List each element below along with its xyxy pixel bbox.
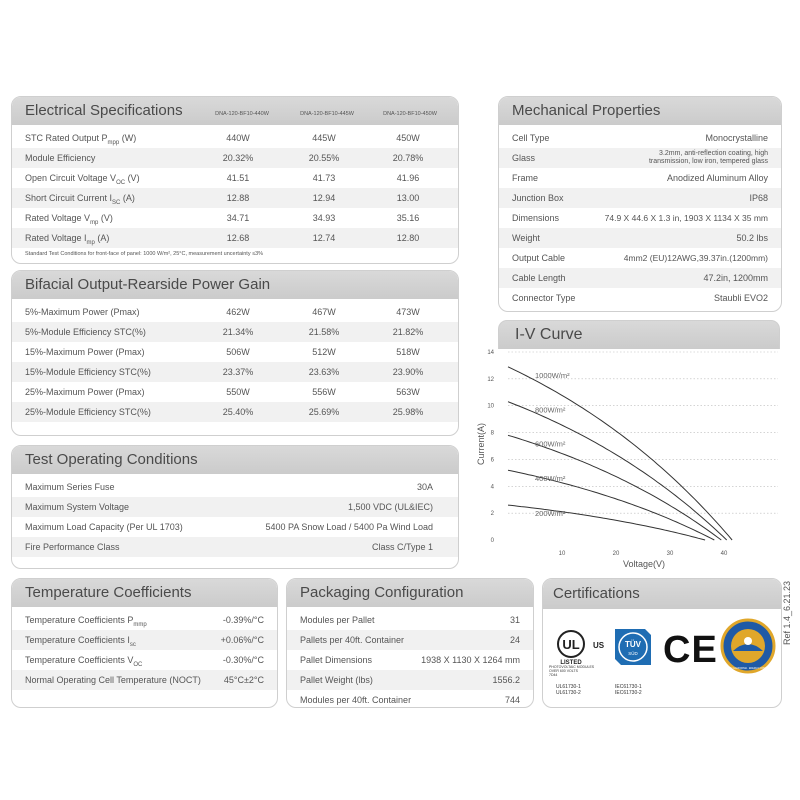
tuv-sub: SÜD [628,651,638,656]
coefficient-value: 45°C±2°C [223,675,264,685]
y-tick-label: 10 [487,403,494,410]
property-value: 74.9 X 44.6 X 1.3 in, 1903 X 1134 X 35 mm [604,213,768,223]
spec-subscript: mp [86,240,95,246]
table-row [499,128,781,148]
spec-value: 41.51 [226,173,250,183]
property-value: 4mm2 (EU)12AWG,39.37in.(1200mm) [623,253,768,263]
packaging-label: Pallet Weight (lbs) [300,675,373,685]
property-label: Glass [512,153,536,163]
y-tick-label: 0 [490,538,494,544]
coefficient-subscript: sc [129,642,136,648]
irradiance-label: 1000W/m² [535,370,570,380]
gain-value: 25.40% [222,407,254,417]
spec-value: 450W [396,133,420,143]
table-row [499,168,781,188]
property-value: Anodized Aluminum Alloy [666,173,768,183]
iv-curve-line [508,435,721,540]
table-row [287,670,533,690]
coefficient-subscript: OC [133,662,143,668]
table-row [287,630,533,650]
tuv-mark: TÜV [625,640,641,649]
iec-standard: IEC61730-2 [615,690,642,696]
spec-label: Rated Voltage I [25,233,87,243]
gain-value: 550W [226,387,250,397]
packaging-panel [286,578,534,708]
spec-value: 20.32% [222,153,254,163]
mechanical-panel [498,96,782,312]
spec-unit: (V) [98,213,113,223]
property-value: IP68 [749,193,768,203]
model-450w-header: DNA-120-BF10-450W [383,111,437,117]
coefficient-value: -0.30%/°C [222,655,264,665]
gain-label: 25%-Maximum Power (Pmax) [25,387,145,397]
spec-value: 12.68 [226,233,250,243]
packaging-value: 24 [509,635,520,645]
property-label: Connector Type [512,293,576,303]
spec-value: 12.94 [312,193,336,203]
spec-value: 41.73 [312,173,336,183]
table-row [12,670,277,690]
gain-value: 23.63% [308,367,340,377]
y-axis-label: Current(A) [476,422,486,466]
spec-label: Module Efficiency [25,153,96,163]
test-conditions-header [12,446,458,474]
property-value: 3.2mm, anti-reflection coating, high transmission, low iron, tempered glass [648,150,768,165]
spec-value: 12.88 [226,193,250,203]
iv-curve-title: I-V Curve [515,326,583,343]
spec-subscript: OC [116,180,126,186]
electrical-specs-title: Electrical Specifications [25,102,183,119]
packaging-header [287,579,533,607]
table-row [12,208,458,228]
model-445w-header: DNA-120-BF10-445W [300,111,354,117]
y-tick-label: 12 [487,376,494,383]
test-conditions-panel [11,445,459,569]
spec-value: 445W [312,133,336,143]
property-value: 50.2 lbs [736,233,768,243]
condition-value: 30A [416,482,433,492]
table-row [12,188,458,208]
spec-subscript: mp [90,220,99,226]
spec-label: Short Circuit Current I [25,193,113,203]
coefficient-label: Normal Operating Cell Temperature (NOCT) [25,675,201,685]
ul-description: PHOTOVOLTAIC MODULES OVER 600 VOLTS 7D44 [549,665,595,677]
gain-label: 25%-Module Efficiency STC(%) [25,407,151,417]
bifacial-title: Bifacial Output-Rearside Power Gain [25,276,271,293]
table-row [12,382,458,402]
irradiance-label: 800W/m² [535,405,566,415]
condition-label: Fire Performance Class [25,542,120,552]
iv-curve-chart [478,340,778,570]
spec-subscript: SC [112,200,121,206]
condition-value: 5400 PA Snow Load / 5400 Pa Wind Load [265,522,433,532]
gain-value: 462W [226,307,250,317]
packaging-value: 1556.2 [492,675,520,685]
table-row [12,477,458,497]
table-row [287,610,533,630]
condition-value: Class C/Type 1 [371,542,433,552]
gain-label: 15%-Module Efficiency STC(%) [25,367,151,377]
ul-country: US [593,641,605,650]
packaging-label: Modules per 40ft. Container [300,695,412,705]
packaging-title: Packaging Configuration [300,584,464,601]
reference-code: Ref 1.4_6.21.23 [782,580,792,645]
packaging-label: Pallet Dimensions [300,655,373,665]
tuv-logo [609,623,657,671]
coefficient-subscript: mmp [133,622,147,628]
spec-value: 34.71 [226,213,250,223]
spec-unit: (A) [120,193,135,203]
property-label: Junction Box [512,193,564,203]
gain-label: 5%-Module Efficiency STC(%) [25,327,146,337]
y-tick-label: 14 [487,350,494,356]
gain-value: 23.90% [392,367,424,377]
ce-mark: CE [663,629,718,671]
property-label: Output Cable [512,253,566,263]
mechanical-title: Mechanical Properties [512,102,661,119]
gain-label: 5%-Maximum Power (Pmax) [25,307,140,317]
table-row [12,302,458,322]
coefficient-label: Temperature Coefficients V [25,655,134,665]
gain-value: 563W [396,387,420,397]
gain-label: 15%-Maximum Power (Pmax) [25,347,145,357]
y-tick-label: 6 [490,457,494,464]
condition-value: 1,500 VDC (UL&IEC) [347,502,433,512]
ul-listed: LISTED [560,660,582,664]
iv-curve-line [508,402,727,540]
spec-value: 41.96 [396,173,420,183]
spec-value: 440W [226,133,250,143]
property-label: Cell Type [512,133,550,143]
ul-standard: UL61730-1 [556,684,581,690]
spec-value: 35.16 [396,213,420,223]
table-row [499,248,781,268]
table-row [499,228,781,248]
packaging-label: Modules per Pallet [300,615,375,625]
energy-commission-seal [719,617,777,675]
gain-value: 25.69% [308,407,340,417]
ul-logo [549,624,607,664]
gain-value: 467W [312,307,336,317]
table-row [499,268,781,288]
gain-value: 23.37% [222,367,254,377]
y-tick-label: 2 [490,511,494,518]
x-axis-label: Voltage(V) [622,559,666,569]
table-row [12,517,458,537]
temperature-title: Temperature Coefficients [25,584,192,601]
x-tick-label: 20 [612,551,620,557]
property-value: 47.2in, 1200mm [703,273,768,283]
property-label: Weight [512,233,540,243]
gain-value: 512W [312,347,336,357]
spec-unit: (V) [125,173,140,183]
table-row [12,650,277,670]
spec-value: 13.00 [396,193,420,203]
property-value: Staubli EVO2 [713,293,768,303]
coefficient-value: -0.39%/°C [222,615,264,625]
spec-value: 20.78% [392,153,424,163]
x-tick-label: 10 [558,551,566,557]
irradiance-label: 600W/m² [535,439,566,449]
irradiance-label: 200W/m² [535,509,566,519]
spec-value: 34.93 [312,213,336,223]
spec-label: Open Circuit Voltage V [25,173,117,183]
temperature-header [12,579,277,607]
model-440w-header: DNA-120-BF10-440W [215,111,269,117]
table-row [287,650,533,670]
spec-label: Rated Voltage V [25,213,91,223]
table-row [12,402,458,422]
spec-subscript: mpp [107,140,120,146]
table-row [499,208,781,228]
table-row [12,168,458,188]
gain-value: 518W [396,347,420,357]
x-tick-label: 30 [666,551,674,557]
table-row [499,188,781,208]
stc-footnote: Standard Test Conditions for front-face of panel: 1000 W/m², 25°C, measurement uncertainty ≤3% [25,251,264,257]
test-conditions-title: Test Operating Conditions [25,451,198,468]
spec-label: STC Rated Output P [25,133,108,143]
packaging-value: 31 [509,615,520,625]
property-value: Monocrystalline [705,133,768,143]
cec-text: STATE OF CALIFORNIA · ENERGY COMMISSION [720,667,776,670]
table-row [12,537,458,557]
gain-value: 556W [312,387,336,397]
table-row [12,610,277,630]
table-row [499,288,781,308]
gain-value: 21.58% [308,327,340,337]
table-row [12,128,458,148]
table-row [12,342,458,362]
table-row [12,148,458,168]
gain-value: 21.34% [222,327,254,337]
coefficient-value: +0.06%/°C [220,635,264,645]
spec-value: 12.74 [312,233,336,243]
packaging-value: 1938 X 1130 X 1264 mm [421,655,520,665]
electrical-specs-panel [11,96,459,264]
ul-mark: UL [562,637,580,652]
property-label: Cable Length [512,273,566,283]
spec-value: 12.80 [396,233,420,243]
property-label: Frame [512,173,539,183]
table-row [12,362,458,382]
table-row [287,690,533,708]
bifacial-header [12,271,458,299]
table-row [12,497,458,517]
certifications-header [543,579,781,609]
gain-value: 506W [226,347,250,357]
spec-unit: (A) [94,233,110,243]
gain-value: 21.82% [392,327,424,337]
property-label: Dimensions [512,213,560,223]
table-row [12,322,458,342]
coefficient-label: Temperature Coefficients P [25,615,134,625]
condition-label: Maximum System Voltage [25,502,130,512]
table-row [12,630,277,650]
condition-label: Maximum Series Fuse [25,482,115,492]
gain-value: 25.98% [392,407,424,417]
electrical-specs-header [12,97,458,125]
packaging-value: 744 [504,695,520,705]
bifacial-panel [11,270,459,436]
certifications-title: Certifications [553,585,640,602]
spec-value: 20.55% [308,153,340,163]
condition-label: Maximum Load Capacity (Per UL 1703) [25,522,183,532]
spec-unit: (W) [119,133,137,143]
x-tick-label: 40 [720,551,728,557]
mechanical-header [499,97,781,125]
table-row [12,228,458,248]
certifications-panel [542,578,782,708]
y-tick-label: 8 [490,430,494,437]
y-tick-label: 4 [490,484,494,491]
gain-value: 473W [396,307,420,317]
ul-standard: UL61730-2 [556,690,581,696]
temperature-panel [11,578,278,708]
coefficient-label: Temperature Coefficients I [25,635,130,645]
packaging-label: Pallets per 40ft. Container [300,635,405,645]
table-row [499,148,781,168]
iec-standard: IEC61730-1 [615,684,642,690]
irradiance-label: 400W/m² [535,474,566,484]
